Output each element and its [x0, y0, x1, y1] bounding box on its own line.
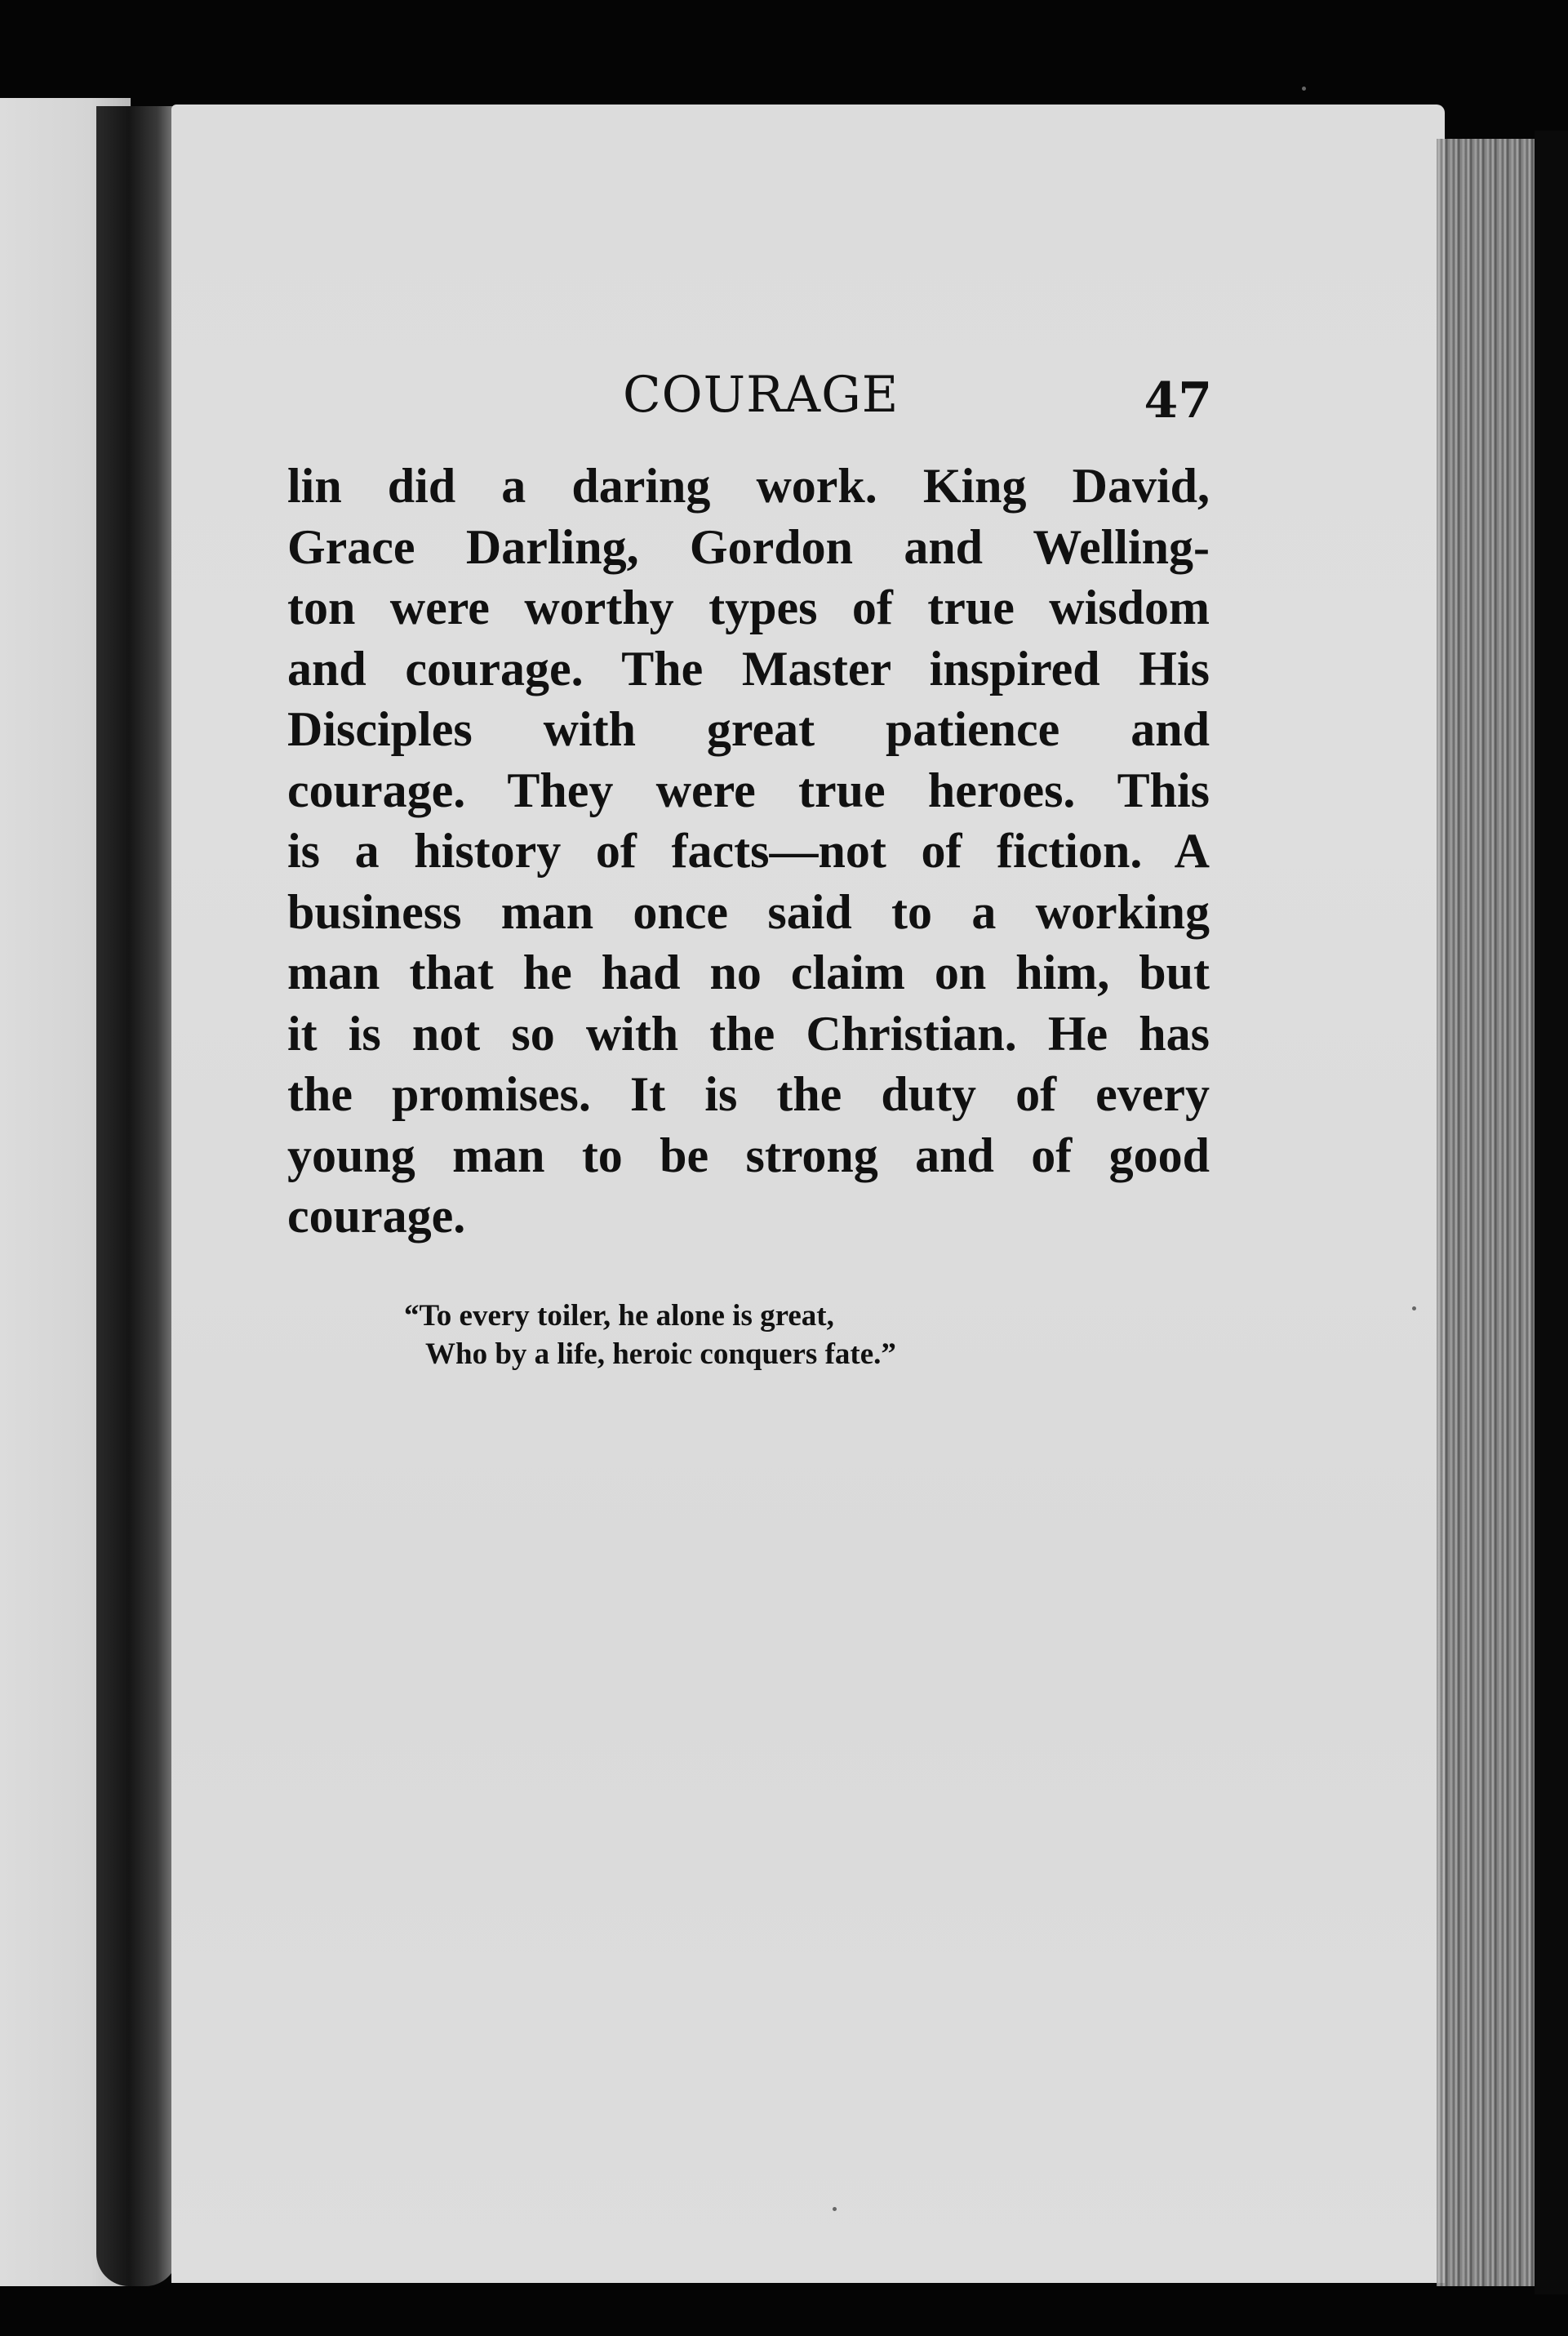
text-line: Grace Darling, Gordon and Welling- — [287, 519, 1210, 574]
running-title: COURAGE — [623, 366, 899, 424]
text-line: ton were worthy types of true wisdom — [287, 581, 1210, 634]
text-line: young man to be strong and of good — [287, 1128, 1210, 1182]
page-stack-edge — [1437, 139, 1551, 2286]
text-line: Disciples with great patience and — [287, 702, 1210, 756]
text-line: the promises. It is the duty of every — [287, 1067, 1210, 1121]
text-line: it is not so with the Christian. He has — [287, 1006, 1210, 1061]
page-number: 47 — [1144, 372, 1212, 429]
running-head — [290, 366, 1212, 431]
scan-border — [1535, 131, 1568, 2294]
quote-line: “To every toiler, he alone is great, — [404, 1299, 834, 1333]
verse-quote — [404, 1297, 1139, 1373]
text-line: business man once said to a working — [287, 884, 1210, 939]
text-line: courage. They were true heroes. This — [287, 763, 1210, 817]
quote-line: Who by a life, heroic conquers fate.” — [425, 1337, 896, 1371]
book-gutter — [96, 106, 178, 2286]
dust-speck — [1302, 87, 1306, 91]
body-paragraph — [287, 456, 1210, 1247]
text-line: courage. — [287, 1189, 466, 1243]
text-line: man that he had no claim on him, but — [287, 946, 1210, 999]
dust-speck — [833, 2207, 837, 2211]
text-line: lin did a daring work. King David, — [287, 459, 1210, 513]
dust-speck — [1412, 1306, 1416, 1310]
text-line: and courage. The Master inspired His — [287, 641, 1210, 696]
text-line: is a history of facts—not of fiction. A — [287, 824, 1210, 878]
